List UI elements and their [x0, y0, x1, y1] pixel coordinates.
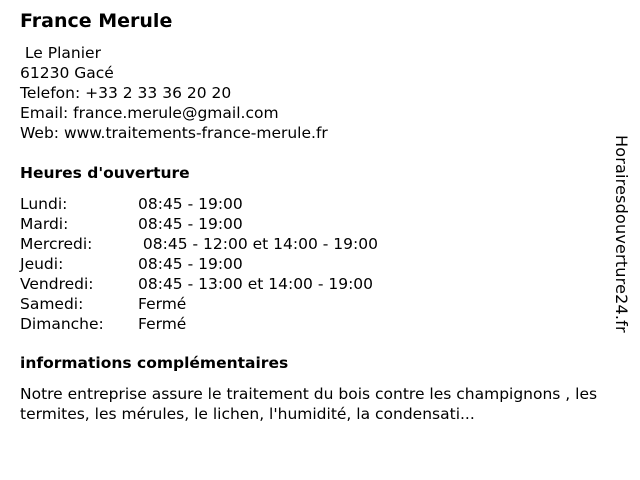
hours-day: Dimanche: [20, 315, 104, 333]
hours-row-mardi [20, 214, 378, 234]
hours-day: Mercredi: [20, 235, 93, 253]
hours-row-samedi [20, 294, 378, 314]
hours-day: Mardi: [20, 215, 69, 233]
hours-time: 08:45 - 13:00 et 14:00 - 19:00 [138, 275, 374, 293]
hours-row-jeudi [20, 254, 378, 274]
hours-time: Fermé [138, 315, 187, 333]
opening-hours-heading: Heures d'ouverture [20, 164, 190, 182]
site-watermark: Horairesdouverture24.fr [612, 135, 631, 333]
address-street: Le Planier [20, 44, 101, 62]
hours-row-vendredi [20, 274, 378, 294]
opening-hours-table [20, 194, 378, 334]
hours-day: Lundi: [20, 195, 68, 213]
hours-time: 08:45 - 12:00 et 14:00 - 19:00 [138, 235, 378, 253]
address-city: 61230 Gacé [20, 64, 114, 82]
business-name: France Merule [20, 10, 173, 32]
hours-day: Samedi: [20, 295, 84, 313]
website-line: Web: www.traitements-france-merule.fr [20, 124, 328, 142]
email-line: Email: france.merule@gmail.com [20, 104, 279, 122]
hours-time: 08:45 - 19:00 [138, 215, 243, 233]
hours-time: 08:45 - 19:00 [138, 255, 243, 273]
hours-row-dimanche [20, 314, 378, 334]
hours-row-mercredi [20, 234, 378, 254]
hours-day: Vendredi: [20, 275, 94, 293]
hours-day: Jeudi: [20, 255, 64, 273]
contact-block [20, 43, 328, 143]
hours-row-lundi [20, 194, 378, 214]
additional-info-heading: informations complémentaires [20, 354, 289, 372]
hours-time: Fermé [138, 295, 187, 313]
business-description: Notre entreprise assure le traitement du bois contre les champignons , les termites, les mérules, le lichen, l'humidité, la condensati... [20, 385, 598, 423]
phone-line: Telefon: +33 2 33 36 20 20 [20, 84, 232, 102]
hours-time: 08:45 - 19:00 [138, 195, 243, 213]
